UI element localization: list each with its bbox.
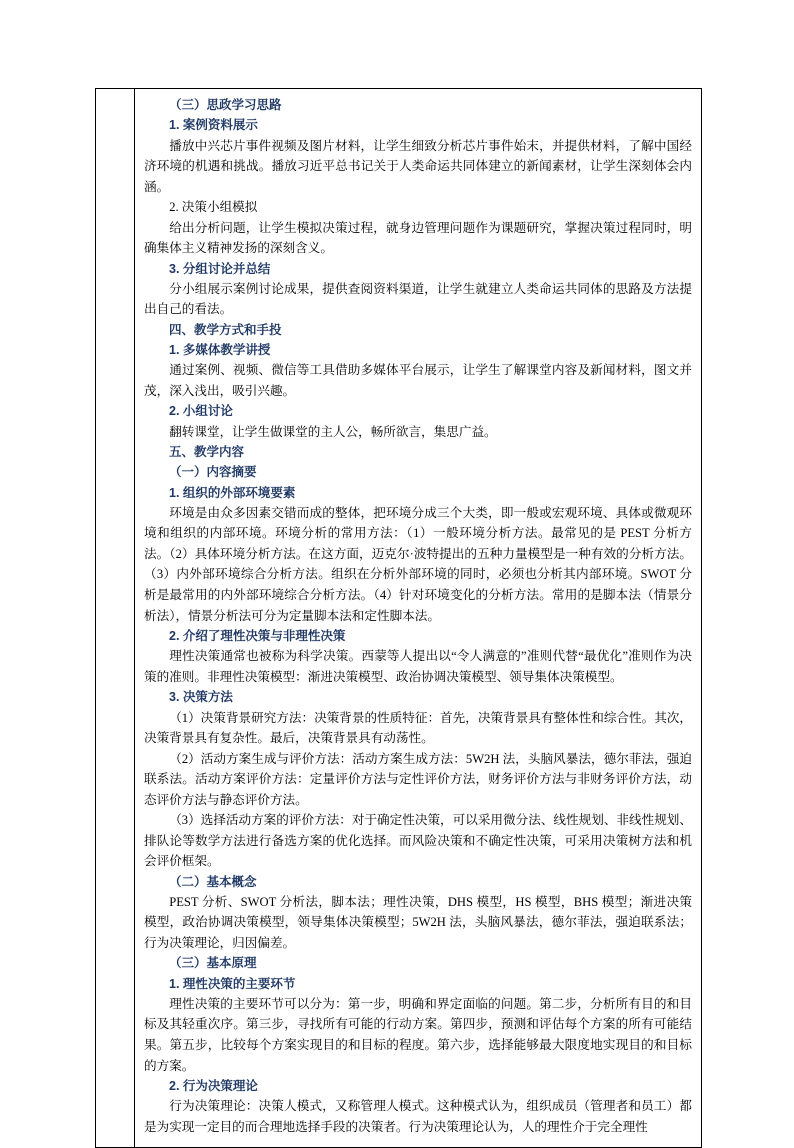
- section-heading: 1. 案例资料展示: [169, 118, 258, 133]
- paragraph: 环境是由众多因素交错而成的整体，把环境分成三个大类，即一般或宏观环境、具体或微观环境和组织的内部环境。环境分析的常用方法：（1）一般环境分析方法。最常见的是 PEST 分析方法。（2）具体环境分析方法。在这方面，迈克尔·波特提出的五种力量模型是一种有效的分析方法。（3）内外部环境综合分析方法。组织在分析外部环境的同时，必须也分析其内部环境。SWOT 分析是最常用的内外部环境综合分析方法。（4）针对环境变化的分析方法。常用的是脚本法（情景分析法），情景分析法可分为定量脚本法和定性脚本法。: [144, 505, 692, 623]
- table-row: [96, 89, 702, 1148]
- section-heading: 四、教学方式和手投: [169, 322, 282, 337]
- left-label-cell: [96, 89, 135, 1148]
- paragraph: 播放中兴芯片事件视频及图片材料，让学生细致分析芯片事件始末，并提供材料，了解中国经济环境的机遇和挑战。播放习近平总书记关于人类命运共同体建立的新闻素材，让学生深刻体会内涵。: [144, 138, 692, 194]
- section-heading: 1. 理性决策的主要环节: [169, 976, 296, 991]
- section-heading: 五、教学内容: [169, 445, 245, 460]
- paragraph: 2. 决策小组模拟: [169, 200, 258, 215]
- content-table: [95, 88, 702, 1148]
- section-heading: （三）思政学习思路: [169, 98, 282, 112]
- section-heading: （三）基本原理: [169, 956, 257, 971]
- paragraph: 给出分析问题，让学生模拟决策过程，就身边管理问题作为课题研究，掌握决策过程同时，明确集体主义精神发扬的深刻含义。: [144, 220, 692, 256]
- paragraph: 行为决策理论：决策人模式，又称管理人模式。这种模式认为，组织成员（管理者和员工）都是为实现一定目的而合理地选择手段的决策者。行为决策理论认为，人的理性介于完全理性: [144, 1099, 692, 1134]
- paragraph: （3）选择活动方案的评价方法：对于确定性决策，可以采用微分法、线性规划、非线性规划、排队论等数学方法进行备选方案的优化选择。而风险决策和不确定性决策，可采用决策树方法和机会评价框架。: [144, 813, 692, 869]
- paragraph: 翻转课堂，让学生做课堂的主人公，畅所欲言，集思广益。: [169, 424, 497, 439]
- paragraph: 理性决策通常也被称为科学决策。西蒙等人提出以“令人满意的”准则代替“最优化”准则作为决策的准则。非理性决策模型：渐进决策模型、政治协调决策模型、领导集体决策模型。: [144, 649, 692, 684]
- paragraph: 通过案例、视频、微信等工具借助多媒体平台展示，让学生了解课堂内容及新闻材料，图文并茂，深入浅出，吸引兴趣。: [144, 363, 692, 398]
- main-content-cell: [135, 89, 702, 1148]
- paragraph: 分小组展示案例讨论成果，提供查阅资料渠道，让学生就建立人类命运共同体的思路及方法提出自己的看法。: [144, 281, 692, 317]
- paragraph: PEST 分析、SWOT 分析法，脚本法；理性决策，DHS 模型，HS 模型，BHS 模型；渐进决策模型，政治协调决策模型，领导集体决策模型；5W2H 法，头脑风暴法，德尔菲法，强迫联系法；行为决策理论，归因偏差。: [144, 894, 692, 950]
- section-heading: （二）基本概念: [169, 874, 257, 889]
- section-heading: 2. 介绍了理性决策与非理性决策: [169, 629, 346, 644]
- section-heading: 2. 小组讨论: [169, 404, 233, 419]
- section-heading: 1. 组织的外部环境要素: [169, 485, 296, 500]
- content-body: [135, 89, 701, 1147]
- section-heading: 2. 行为决策理论: [169, 1079, 258, 1094]
- paragraph: （1）决策背景研究方法：决策背景的性质特征：首先，决策背景具有整体性和综合性。其次，决策背景具有复杂性。最后，决策背景具有动荡性。: [144, 710, 692, 746]
- section-heading: 3. 分组讨论并总结: [169, 261, 271, 276]
- section-heading: 3. 决策方法: [169, 690, 233, 705]
- section-heading: 1. 多媒体教学讲授: [169, 343, 271, 358]
- section-heading: （一）内容摘要: [169, 465, 257, 480]
- paragraph: 理性决策的主要环节可以分为：第一步，明确和界定面临的问题。第二步，分析所有目的和目标及其轻重次序。第三步，寻找所有可能的行动方案。第四步，预测和评估每个方案的所有可能结果。第五步，比较每个方案实现目的和目标的程度。第六步，选择能够最大限度地实现目的和目标的方案。: [144, 996, 692, 1073]
- paragraph: （2）活动方案生成与评价方法：活动方案生成方法：5W2H 法，头脑风暴法，德尔菲法，强迫联系法。活动方案评价方法：定量评价方法与定性评价方法，财务评价方法与非财务评价方法，动态评价方法与静态评价方法。: [144, 751, 692, 807]
